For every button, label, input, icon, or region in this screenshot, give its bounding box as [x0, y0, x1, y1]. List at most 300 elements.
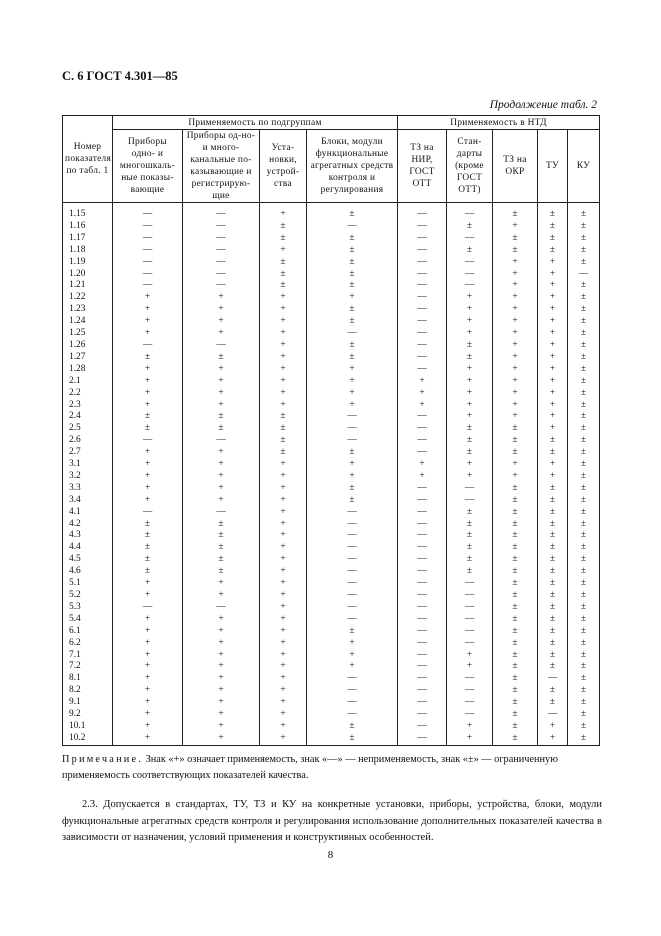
- table-cell: ±: [493, 697, 538, 709]
- table-cell: ±: [538, 578, 568, 590]
- table-cell: ±: [568, 203, 600, 221]
- table-cell: ±: [568, 638, 600, 650]
- table-cell: ±: [538, 566, 568, 578]
- table-cell: +: [113, 661, 183, 673]
- table-cell: —: [398, 614, 447, 626]
- table-cell: +: [260, 328, 307, 340]
- table-cell: +: [307, 388, 398, 400]
- table-cell: —: [113, 257, 183, 269]
- table-row: [63, 447, 600, 459]
- table-cell: ±: [538, 233, 568, 245]
- table-cell: +: [260, 245, 307, 257]
- table-cell: —: [398, 316, 447, 328]
- table-cell: +: [493, 304, 538, 316]
- table-cell: +: [183, 638, 260, 650]
- table-cell: ±: [568, 423, 600, 435]
- table-cell: +: [538, 733, 568, 745]
- table-cell: ±: [260, 269, 307, 281]
- table-cell: —: [398, 519, 447, 531]
- table-cell: +: [260, 400, 307, 412]
- table-cell: +: [447, 471, 493, 483]
- table-cell: ±: [260, 280, 307, 292]
- table-cell: +: [260, 626, 307, 638]
- table-cell: ±: [538, 602, 568, 614]
- table-cell: +: [113, 483, 183, 495]
- table-cell: ±: [307, 483, 398, 495]
- table-row: [63, 292, 600, 304]
- table-cell: —: [398, 411, 447, 423]
- table-cell: ±: [307, 203, 398, 221]
- table-cell: +: [307, 638, 398, 650]
- table-cell: —: [307, 614, 398, 626]
- group-header-subgroups: Применяемость по подгруппам: [113, 116, 398, 130]
- table-cell: ±: [447, 423, 493, 435]
- table-cell: +: [447, 650, 493, 662]
- row-number-cell: 1.25: [63, 328, 113, 340]
- table-cell: +: [260, 364, 307, 376]
- table-cell: ±: [568, 340, 600, 352]
- table-cell: —: [447, 483, 493, 495]
- table-cell: +: [307, 650, 398, 662]
- table-cell: +: [447, 733, 493, 745]
- row-number-cell: 2.5: [63, 423, 113, 435]
- table-cell: +: [113, 495, 183, 507]
- table-cell: ±: [568, 733, 600, 745]
- table-cell: —: [113, 280, 183, 292]
- table-row: [63, 554, 600, 566]
- row-number-cell: 3.3: [63, 483, 113, 495]
- row-number-cell: 2.4: [63, 411, 113, 423]
- table-cell: +: [260, 733, 307, 745]
- table-cell: ±: [493, 685, 538, 697]
- table-cell: +: [183, 650, 260, 662]
- table-cell: —: [398, 203, 447, 221]
- table-cell: ±: [447, 435, 493, 447]
- table-cell: —: [398, 602, 447, 614]
- table-cell: ±: [113, 423, 183, 435]
- table-cell: ±: [568, 280, 600, 292]
- table-row: [63, 400, 600, 412]
- table-cell: ±: [113, 542, 183, 554]
- table-cell: ±: [493, 650, 538, 662]
- table-cell: ±: [568, 400, 600, 412]
- table-cell: ±: [493, 554, 538, 566]
- table-cell: ±: [568, 221, 600, 233]
- table-cell: —: [307, 435, 398, 447]
- row-number-cell: 1.16: [63, 221, 113, 233]
- table-cell: +: [493, 364, 538, 376]
- table-row: [63, 638, 600, 650]
- table-cell: +: [493, 328, 538, 340]
- table-cell: ±: [113, 566, 183, 578]
- table-cell: +: [538, 340, 568, 352]
- table-cell: ±: [568, 614, 600, 626]
- table-cell: —: [183, 257, 260, 269]
- table-cell: +: [260, 721, 307, 733]
- table-cell: +: [183, 304, 260, 316]
- table-row: [63, 435, 600, 447]
- table-cell: +: [307, 364, 398, 376]
- table-row: [63, 709, 600, 721]
- table-cell: +: [307, 459, 398, 471]
- table-cell: —: [398, 542, 447, 554]
- row-number-cell: 4.3: [63, 530, 113, 542]
- table-cell: —: [398, 269, 447, 281]
- table-cell: ±: [307, 352, 398, 364]
- table-cell: +: [538, 471, 568, 483]
- table-cell: —: [447, 673, 493, 685]
- table-cell: +: [183, 661, 260, 673]
- table-cell: —: [398, 328, 447, 340]
- table-cell: —: [113, 245, 183, 257]
- table-cell: +: [260, 292, 307, 304]
- table-cell: +: [260, 542, 307, 554]
- table-row: [63, 602, 600, 614]
- table-cell: +: [538, 328, 568, 340]
- table-cell: ±: [568, 328, 600, 340]
- table-cell: —: [398, 364, 447, 376]
- table-cell: ±: [307, 733, 398, 745]
- row-number-cell: 3.2: [63, 471, 113, 483]
- row-number-cell: 4.5: [63, 554, 113, 566]
- table-cell: ±: [493, 614, 538, 626]
- table-cell: —: [398, 495, 447, 507]
- table-cell: +: [307, 400, 398, 412]
- table-cell: +: [113, 578, 183, 590]
- table-cell: ±: [568, 292, 600, 304]
- table-cell: ±: [493, 435, 538, 447]
- col-header-single-multiscale: Приборы одно- и многошкаль-ные показы-вающие: [113, 130, 183, 203]
- table-row: [63, 721, 600, 733]
- table-cell: —: [398, 507, 447, 519]
- table-cell: +: [260, 519, 307, 531]
- table-cell: +: [538, 257, 568, 269]
- table-cell: —: [183, 221, 260, 233]
- table-cell: —: [398, 566, 447, 578]
- table-cell: ±: [113, 530, 183, 542]
- table-cell: ±: [260, 411, 307, 423]
- table-cell: +: [260, 304, 307, 316]
- row-number-cell: 1.19: [63, 257, 113, 269]
- row-number-cell: 2.6: [63, 435, 113, 447]
- table-cell: ±: [538, 519, 568, 531]
- table-cell: —: [398, 673, 447, 685]
- table-cell: +: [493, 221, 538, 233]
- table-cell: +: [113, 709, 183, 721]
- table-cell: —: [447, 626, 493, 638]
- table-cell: ±: [260, 435, 307, 447]
- table-row: [63, 471, 600, 483]
- table-cell: +: [183, 316, 260, 328]
- table-cell: +: [307, 376, 398, 388]
- table-cell: ±: [538, 435, 568, 447]
- table-cell: +: [493, 280, 538, 292]
- page-number: 8: [327, 849, 334, 861]
- table-cell: ±: [493, 602, 538, 614]
- table-cell: ±: [307, 257, 398, 269]
- row-number-cell: 1.22: [63, 292, 113, 304]
- table-cell: +: [113, 364, 183, 376]
- table-cell: ±: [568, 364, 600, 376]
- table-cell: —: [307, 566, 398, 578]
- table-cell: —: [307, 411, 398, 423]
- table-cell: +: [493, 269, 538, 281]
- table-row: [63, 316, 600, 328]
- table-cell: ±: [538, 542, 568, 554]
- table-cell: +: [260, 697, 307, 709]
- table-cell: +: [113, 292, 183, 304]
- table-cell: +: [447, 661, 493, 673]
- table-cell: +: [260, 638, 307, 650]
- table-cell: —: [447, 257, 493, 269]
- table-cell: +: [260, 376, 307, 388]
- row-number-cell: 5.4: [63, 614, 113, 626]
- table-cell: +: [260, 566, 307, 578]
- table-cell: —: [307, 221, 398, 233]
- table-row: [63, 566, 600, 578]
- table-row: [63, 519, 600, 531]
- table-cell: +: [183, 578, 260, 590]
- table-cell: ±: [493, 495, 538, 507]
- table-cell: +: [493, 459, 538, 471]
- table-cell: ±: [493, 626, 538, 638]
- table-row: [63, 340, 600, 352]
- table-cell: ±: [538, 590, 568, 602]
- table-cell: —: [307, 578, 398, 590]
- table-cell: +: [260, 459, 307, 471]
- table-cell: ±: [568, 447, 600, 459]
- table-cell: ±: [568, 507, 600, 519]
- table-cell: —: [307, 328, 398, 340]
- table-cell: ±: [307, 447, 398, 459]
- table-cell: +: [113, 638, 183, 650]
- group-header-ntd: Применяемость в НТД: [398, 116, 600, 130]
- table-cell: +: [183, 709, 260, 721]
- table-cell: ±: [493, 447, 538, 459]
- table-cell: ±: [568, 495, 600, 507]
- row-number-cell: 4.6: [63, 566, 113, 578]
- table-cell: +: [493, 352, 538, 364]
- table-cell: ±: [568, 245, 600, 257]
- table-cell: —: [447, 685, 493, 697]
- table-cell: —: [307, 554, 398, 566]
- table-cell: +: [113, 400, 183, 412]
- table-cell: +: [447, 388, 493, 400]
- table-cell: +: [493, 316, 538, 328]
- table-cell: ±: [447, 221, 493, 233]
- table-cell: —: [447, 495, 493, 507]
- table-cell: —: [307, 507, 398, 519]
- table-row: [63, 203, 600, 221]
- row-number-cell: 2.2: [63, 388, 113, 400]
- table-cell: ±: [568, 578, 600, 590]
- table-cell: ±: [568, 554, 600, 566]
- table-cell: +: [307, 661, 398, 673]
- table-cell: —: [113, 221, 183, 233]
- table-cell: ±: [493, 566, 538, 578]
- table-cell: —: [183, 269, 260, 281]
- table-cell: +: [447, 292, 493, 304]
- table-cell: —: [113, 602, 183, 614]
- table-cell: +: [538, 388, 568, 400]
- table-cell: —: [398, 709, 447, 721]
- table-cell: +: [183, 733, 260, 745]
- table-cell: —: [398, 554, 447, 566]
- table-row: [63, 459, 600, 471]
- table-cell: —: [398, 721, 447, 733]
- col-header-tz-nir: ТЗ на НИР, ГОСТ ОТТ: [398, 130, 447, 203]
- table-cell: —: [398, 257, 447, 269]
- table-cell: ±: [538, 638, 568, 650]
- table-note: [62, 752, 602, 784]
- table-cell: —: [398, 280, 447, 292]
- table-cell: ±: [568, 542, 600, 554]
- table-cell: ±: [538, 221, 568, 233]
- row-number-cell: 5.1: [63, 578, 113, 590]
- table-cell: —: [398, 483, 447, 495]
- table-cell: +: [260, 530, 307, 542]
- table-cell: ±: [538, 685, 568, 697]
- table-cell: ±: [493, 590, 538, 602]
- table-cell: ±: [568, 709, 600, 721]
- table-cell: —: [307, 685, 398, 697]
- table-cell: ±: [538, 614, 568, 626]
- table-cell: +: [538, 364, 568, 376]
- table-cell: ±: [183, 423, 260, 435]
- table-cell: —: [398, 447, 447, 459]
- table-cell: +: [538, 304, 568, 316]
- table-cell: —: [398, 530, 447, 542]
- table-cell: ±: [568, 411, 600, 423]
- table-cell: +: [538, 721, 568, 733]
- table-cell: —: [447, 697, 493, 709]
- table-cell: +: [183, 697, 260, 709]
- col-header-tz-okr: ТЗ на ОКР: [493, 130, 538, 203]
- paragraph-2-3: 2.3. Допускается в стандартах, ТУ, ТЗ и КУ на конкретные установки, приборы, устройства, блоки, модули функциональные агрегатных средств контроля и регулирования использование дополнительных показателей качества в зависимости от назначения, условий применения и конструктивных особенностей.: [62, 799, 602, 843]
- table-cell: +: [398, 459, 447, 471]
- table-cell: ±: [493, 203, 538, 221]
- table-cell: +: [183, 483, 260, 495]
- table-cell: ±: [183, 530, 260, 542]
- table-row: [63, 673, 600, 685]
- table-cell: +: [113, 697, 183, 709]
- table-cell: +: [113, 459, 183, 471]
- table-cell: ±: [183, 519, 260, 531]
- table-cell: ±: [113, 411, 183, 423]
- table-cell: —: [398, 435, 447, 447]
- table-cell: +: [113, 733, 183, 745]
- col-header-ku: КУ: [568, 130, 600, 203]
- table-cell: +: [493, 340, 538, 352]
- table-row: [63, 578, 600, 590]
- table-cell: —: [307, 590, 398, 602]
- col-header-standards: Стан-дарты (кроме ГОСТ ОТТ): [447, 130, 493, 203]
- table-cell: +: [260, 507, 307, 519]
- table-cell: +: [538, 269, 568, 281]
- table-cell: —: [447, 638, 493, 650]
- row-number-cell: 2.3: [63, 400, 113, 412]
- table-cell: +: [183, 614, 260, 626]
- table-cell: ±: [493, 578, 538, 590]
- table-cell: ±: [538, 650, 568, 662]
- row-number-cell: 10.1: [63, 721, 113, 733]
- table-cell: —: [447, 709, 493, 721]
- row-number-cell: 2.7: [63, 447, 113, 459]
- table-cell: ±: [447, 245, 493, 257]
- table-cell: ±: [447, 530, 493, 542]
- row-number-cell: 1.24: [63, 316, 113, 328]
- table-cell: +: [113, 614, 183, 626]
- col-header-installations: Уста-новки, устрой-ства: [260, 130, 307, 203]
- table-cell: ±: [568, 590, 600, 602]
- table-continuation-label: Продолжение табл. 2: [489, 99, 597, 111]
- table-cell: —: [398, 245, 447, 257]
- table-cell: —: [398, 233, 447, 245]
- table-cell: ±: [447, 352, 493, 364]
- table-cell: +: [113, 590, 183, 602]
- table-cell: ±: [568, 304, 600, 316]
- table-cell: —: [398, 590, 447, 602]
- table-row: [63, 269, 600, 281]
- row-number-cell: 5.2: [63, 590, 113, 602]
- table-cell: +: [183, 590, 260, 602]
- table-cell: +: [260, 352, 307, 364]
- table-cell: ±: [538, 626, 568, 638]
- table-cell: ±: [493, 661, 538, 673]
- table-cell: —: [113, 233, 183, 245]
- table-cell: ±: [568, 519, 600, 531]
- table-row: [63, 542, 600, 554]
- table-cell: ±: [307, 304, 398, 316]
- table-cell: +: [113, 376, 183, 388]
- table-cell: —: [538, 673, 568, 685]
- table-cell: ±: [307, 280, 398, 292]
- table-cell: —: [447, 280, 493, 292]
- table-cell: +: [307, 292, 398, 304]
- table-cell: ±: [568, 530, 600, 542]
- table-cell: ±: [260, 221, 307, 233]
- table-cell: +: [493, 376, 538, 388]
- table-cell: ±: [307, 721, 398, 733]
- row-number-cell: 1.18: [63, 245, 113, 257]
- table-cell: ±: [568, 685, 600, 697]
- table-cell: +: [113, 626, 183, 638]
- table-cell: +: [447, 411, 493, 423]
- table-cell: ±: [493, 530, 538, 542]
- table-cell: ±: [568, 233, 600, 245]
- table-cell: —: [183, 340, 260, 352]
- table-cell: +: [113, 316, 183, 328]
- table-cell: —: [398, 352, 447, 364]
- table-cell: +: [447, 459, 493, 471]
- table-cell: +: [447, 316, 493, 328]
- table-cell: +: [113, 471, 183, 483]
- table-cell: ±: [183, 542, 260, 554]
- table-row: [63, 495, 600, 507]
- table-cell: —: [447, 614, 493, 626]
- table-cell: +: [447, 400, 493, 412]
- table-cell: ±: [538, 483, 568, 495]
- row-number-cell: 4.1: [63, 507, 113, 519]
- row-number-cell: 6.2: [63, 638, 113, 650]
- table-cell: ±: [447, 340, 493, 352]
- table-cell: +: [493, 388, 538, 400]
- row-number-cell: 9.1: [63, 697, 113, 709]
- col-header-multichannel: Приборы од-но- и много-канальные по-казывающие и регистрирую-щие: [183, 130, 260, 203]
- table-cell: —: [307, 602, 398, 614]
- table-cell: ±: [493, 638, 538, 650]
- row-number-cell: 8.1: [63, 673, 113, 685]
